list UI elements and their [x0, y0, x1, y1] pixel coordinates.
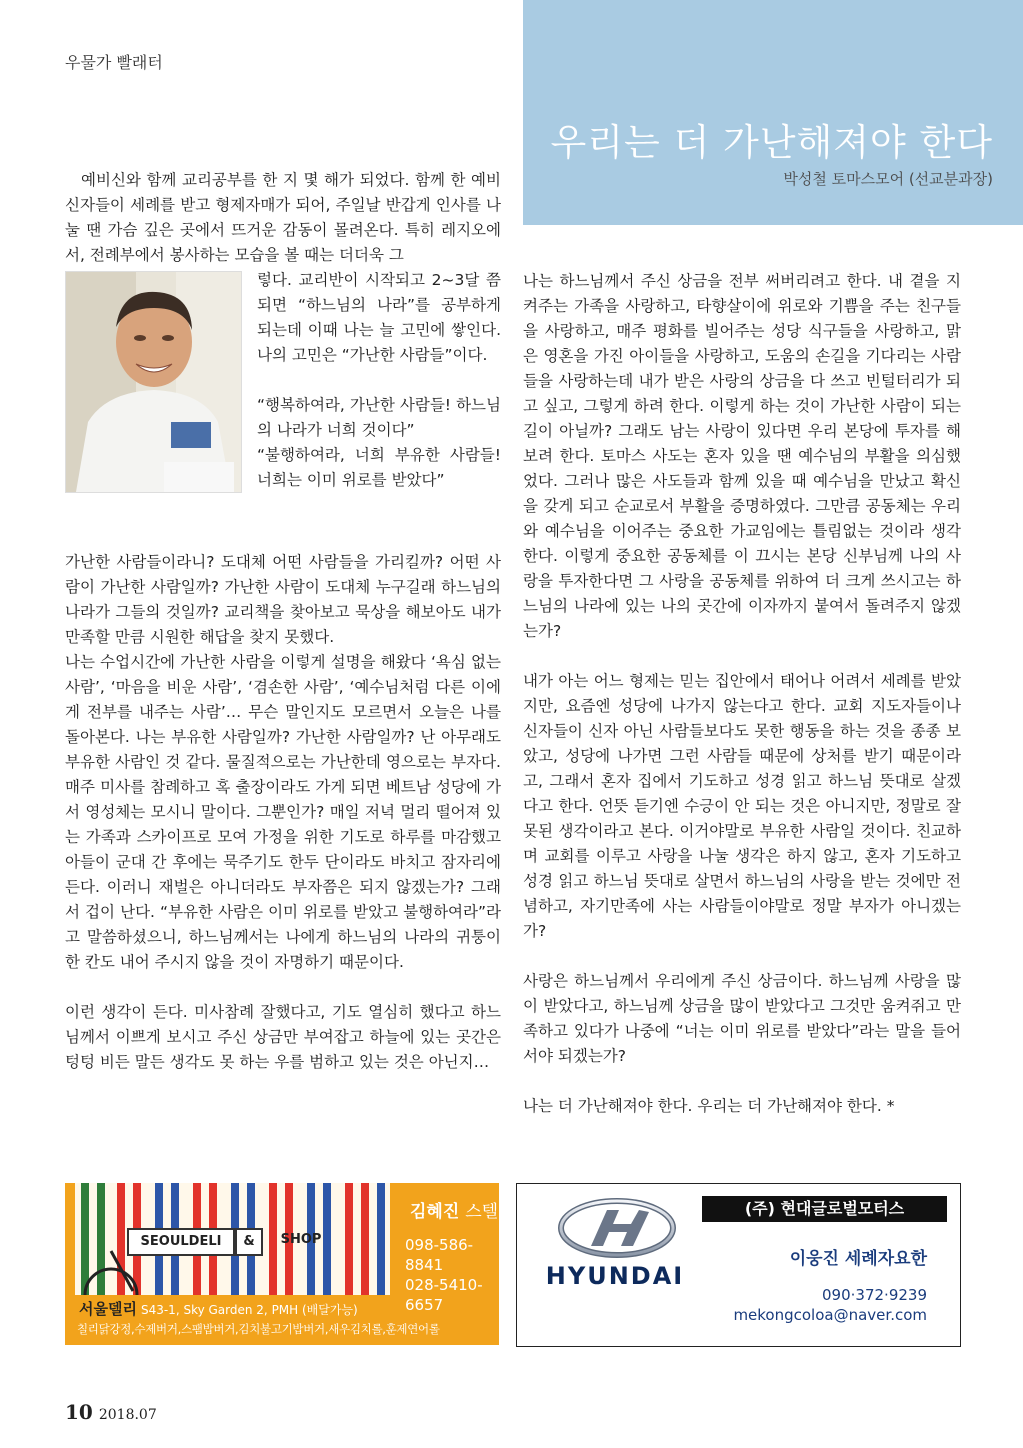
page-number: 10 [65, 1400, 93, 1424]
issue-date: 2018.07 [98, 1407, 157, 1423]
section-label: 우물가 빨래터 [65, 53, 163, 72]
photo-row [65, 268, 501, 518]
quote-blessed: “행복하여라, 가난한 사람들! 하느님의 나라가 너희 것이다” [257, 396, 501, 439]
company-name: (주) 현대글로벌모터스 [702, 1196, 947, 1222]
hyundai-wordmark: HYUNDAI [545, 1262, 685, 1290]
article-author: 박성철 토마스모어 (선교분과장) [783, 170, 993, 188]
body-paragraph: 내가 아는 어느 형제는 믿는 집안에서 태어나 어려서 세례를 받았지만, 요즘엔 성당에 나가지 않는다고 한다. 교회 지도자들이나 신자들이 신자 아닌 사람들보다도 못한 행동을 하는 것을 종종 보았고, 성당에 나가면 그런 사람들 때문에 상처를 받기 때문이라고, 그래서 혼자 집에서 기도하고 성경 읽고 하느님 뜻대로 살겠다고 한다. 언뜻 듣기엔 수긍이 안 되는 것은 아니지만, 정말로 잘못된 생각이라고 본다. 이거야말로 부유한 사람일 것이다. 친교하며 교회를 이루고 사랑을 나눌 생각은 하지 않고, 혼자 기도하고 성경 읽고 하느님 뜻대로 살면서 하느님의 사랑을 받는 것에만 전념하고, 자기만족에 사는 사람들이야말로 정말 부자가 아니겠는가? [523, 672, 961, 940]
store-line [79, 1298, 358, 1319]
ad-contact-name [410, 1197, 514, 1222]
store-name: 서울델리 [79, 1300, 137, 1318]
store-address: S43-1, Sky Garden 2, PMH (배달가능) [140, 1303, 358, 1317]
left-column-bottom [65, 550, 501, 1075]
contact-name: 김혜진 [410, 1202, 460, 1222]
hyundai-logo-icon [557, 1198, 677, 1258]
ad-phones [405, 1235, 499, 1315]
hyundai-ad [516, 1183, 961, 1347]
logo-text: SEOULDELI [127, 1228, 235, 1256]
author-photo [65, 271, 242, 493]
body-paragraph: 가난한 사람들이라니? 도대체 어떤 사람들을 가리킬까? 어떤 사람이 가난한 사람일까? 가난한 사람이 도대체 누구길래 하느님의 나라가 그들의 것일까? 교리책을 찾아보고 묵상을 해보아도 내가 만족할 만큼 시원한 해답을 찾지 못했다. [65, 553, 501, 646]
contact-baptismal-name: 스텔라 [465, 1202, 515, 1222]
quote-woe: “불행하여라, 너희 부유한 사람들! 너희는 이미 위로를 받았다” [257, 446, 501, 489]
contact-email: mekongcoloa@naver.com [733, 1306, 927, 1324]
body-paragraph: 사랑은 하느님께서 우리에게 주신 상금이다. 하느님께 사랑을 많이 받았다고, 하느님께 상금을 많이 받았다고 그것만 움켜쥐고 만족하고 있다가 나중에 “너는 이미 위로를 받았다”라는 말을 들어서야 되겠는가? [523, 972, 961, 1065]
logo-amp: & [235, 1228, 263, 1256]
body-paragraph: 이런 생각이 든다. 미사참례 잘했다고, 기도 열심히 했다고 하느님께서 이쁘게 보시고 주신 상금만 부여잡고 하늘에 있는 곳간은 텅텅 비든 말든 생각도 못 하는 우를 범하고 있는 것은 아닌지… [65, 1003, 501, 1071]
phone-2: 028-5410-6657 [405, 1276, 483, 1314]
article-title: 우리는 더 가난해져야 한다 [550, 121, 993, 164]
body-paragraph: 나는 하느님께서 주신 상금을 전부 써버리려고 한다. 내 곁을 지켜주는 가족을 사랑하고, 타향살이에 위로와 기쁨을 주는 친구들을 사랑하고, 매주 평화를 빌어주는 성당 식구들을 사랑하고, 맑은 영혼을 가진 아이들을 사랑하고, 도움의 손길을 기다리는 사람들을 사랑하는데 내가 받은 사랑의 상금을 다 쓰고 빈털터리가 되고 싶고, 그렇게 하려 한다. 이렇게 하는 것이 가난한 사람이 되는 길이 아닐까? 그래도 남는 사랑이 있다면 우리 본당에 투자를 해보려 한다. 토마스 사도는 혼자 있을 땐 예수님의 부활을 의심했었다. 그러나 많은 사도들과 함께 있을 때 예수님을 만났고 확신을 갖게 되고 순교로서 부활을 증명하였다. 그만큼 공동체는 우리와 예수님을 이어주는 중요한 가교임에는 틀림없는 것이라 생각한다. 이렇게 중요한 공동체를 이 끄시는 본당 신부님께 나의 사랑을 투자한다면 그 사랑을 공동체를 위하여 더 크게 쓰시고는 하느님의 나라에 있는 나의 곳간에 이자까지 붙여서 돌려주지 않겠는가? [523, 272, 961, 640]
title-box [523, 0, 1023, 225]
closing-paragraph: 나는 더 가난해져야 한다. 우리는 더 가난해져야 한다. * [523, 1097, 895, 1115]
right-column [523, 269, 961, 1119]
logo-shop: SHOP [280, 1232, 322, 1247]
body-paragraph: 나는 수업시간에 가난한 사람을 이렇게 설명을 해왔다 ‘욕심 없는 사람’, ‘마음을 비운 사람’, ‘겸손한 사람’, ‘예수님처럼 다른 이에게 전부를 내주는 사람’… 무슨 말인지도 모르면서 오늘은 나를 돌아본다. 나는 부유한 사람일까? 가난한 사람일까? 난 아무래도 부유한 사람인 것 같다. 물질적으로는 가난한데 영으로는 부자다. 매주 미사를 참례하고 혹 출장이라도 가게 되면 베트남 성당에 가서 영성체는 모시니 말이다. 그뿐인가? 매일 저녁 멀리 떨어져 있는 가족과 스카이프로 모여 가정을 위한 기도로 하루를 마감했고 아들이 군대 간 후에는 묵주기도 한두 단이라도 바치고 잠자리에 든다. 이러니 재벌은 아니더라도 부자쯤은 되지 않겠는가? 그래서 겁이 난다. “부유한 사람은 이미 위로를 받았고 불행하여라”라고 말씀하셨으니, 하느님께서는 나에게 하느님의 나라의 귀퉁이 한 칸도 내어 주시지 않을 것이 자명하기 때문이다. [65, 653, 501, 971]
photo-side-text [257, 268, 501, 493]
intro-paragraph: 예비신와 함께 교리공부를 한 지 몇 해가 되었다. 함께 한 예비 신자들이 세례를 받고 형제자매가 되어, 주일날 반갑게 인사를 나눌 땐 가슴 깊은 곳에서 뜨거운 감동이 몰려온다. 특히 레지오에서, 전례부에서 봉사하는 모습을 볼 때는 더더욱 그 [65, 171, 501, 264]
left-column-top [65, 168, 501, 518]
contact-phone: 090·372·9239 [822, 1286, 927, 1304]
contact-person: 이웅진 세례자요한 [789, 1249, 927, 1269]
seouldeli-ad [65, 1183, 515, 1345]
side-paragraph: 렇다. 교리반이 시작되고 2~3달 쯤 되면 “하느님의 나라”를 공부하게 되는데 이때 나는 늘 고민에 쌓인다. 나의 고민은 “가난한 사람들”이다. [257, 271, 501, 364]
page-footer [65, 1400, 157, 1424]
store-menu: 칠리닭강정,수제버거,스팸밥버거,김치불고기밥버거,새우김치롤,훈제연어롤 [77, 1322, 440, 1336]
seouldeli-logo [75, 1183, 390, 1295]
phone-1: 098-586-8841 [405, 1236, 474, 1274]
